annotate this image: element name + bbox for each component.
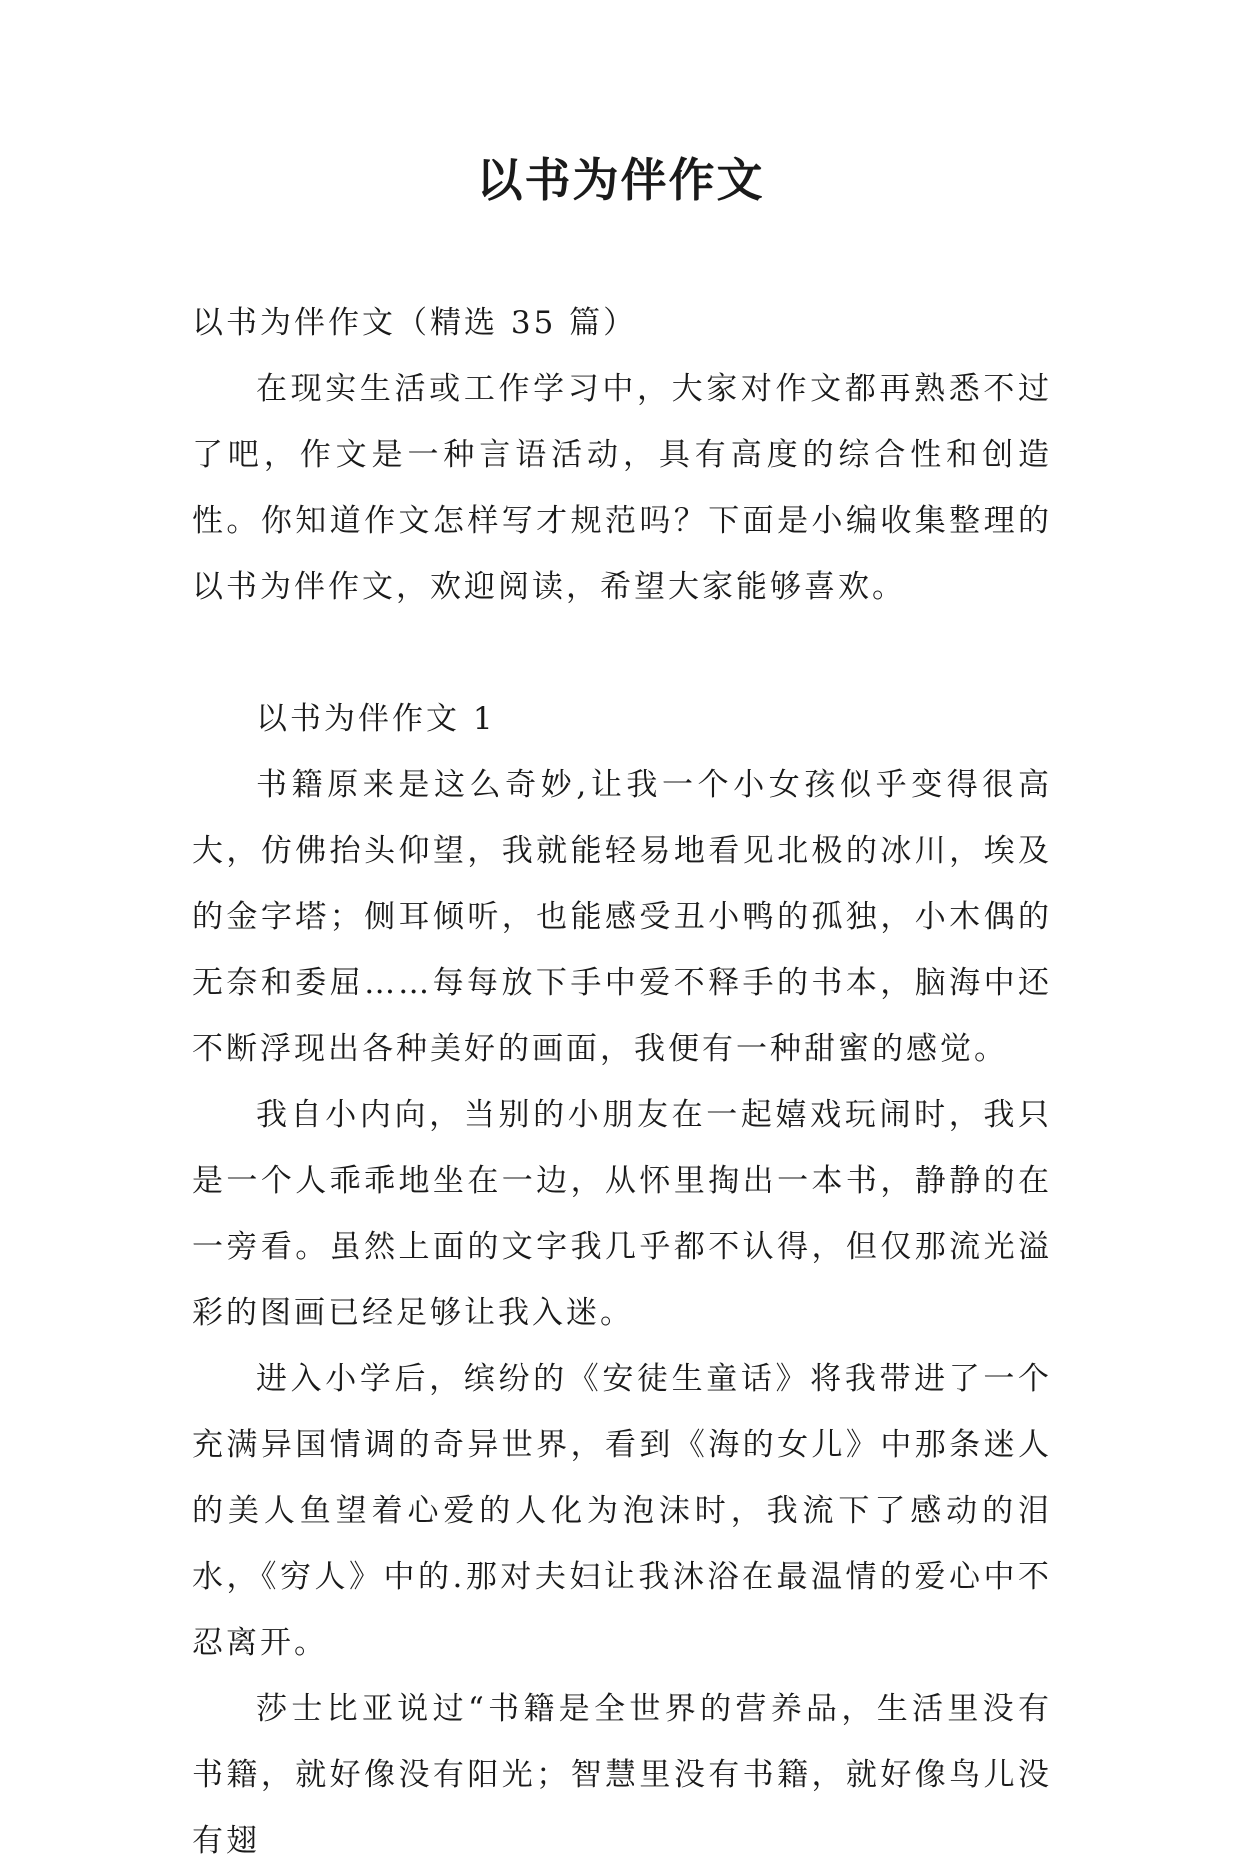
body-paragraph: 我自小内向，当别的小朋友在一起嬉戏玩闹时，我只是一个人乖乖地坐在一边，从怀里掏出一本书，静静的在一旁看。虽然上面的文字我几乎都不认得，但仅那流光溢彩的图画已经足够让我入迷。 (192, 1097, 1052, 1331)
intro-paragraph: 在现实生活或工作学习中，大家对作文都再熟悉不过了吧，作文是一种言语活动，具有高度的综合性和创造性。你知道作文怎样写才规范吗？下面是小编收集整理的以书为伴作文，欢迎阅读，希望大家能够喜欢。 (192, 371, 1052, 605)
paragraph-spacer (192, 620, 1052, 686)
document-title: 以书为伴作文 (476, 153, 765, 207)
document-body (192, 290, 1052, 1874)
document-subtitle: 以书为伴作文（精选 35 篇） (192, 305, 638, 341)
body-paragraph: 书籍原来是这么奇妙,让我一个小女孩似乎变得很高大，仿佛抬头仰望，我就能轻易地看见北极的冰川，埃及的金字塔；侧耳倾听，也能感受丑小鸭的孤独，小木偶的无奈和委屈……每每放下手中爱不释手的书本，脑海中还不断浮现出各种美好的画面，我便有一种甜蜜的感觉。 (192, 767, 1052, 1067)
body-paragraph: 莎士比亚说过“书籍是全世界的营养品，生活里没有书籍，就好像没有阳光；智慧里没有书籍，就好像鸟儿没有翅 (192, 1691, 1052, 1859)
body-paragraph: 进入小学后，缤纷的《安徒生童话》将我带进了一个充满异国情调的奇异世界，看到《海的女儿》中那条迷人的美人鱼望着心爱的人化为泡沫时，我流下了感动的泪水，《穷人》中的.那对夫妇让我沐浴在最温情的爱心中不忍离开。 (192, 1361, 1052, 1661)
section-heading: 以书为伴作文 1 (256, 701, 496, 737)
